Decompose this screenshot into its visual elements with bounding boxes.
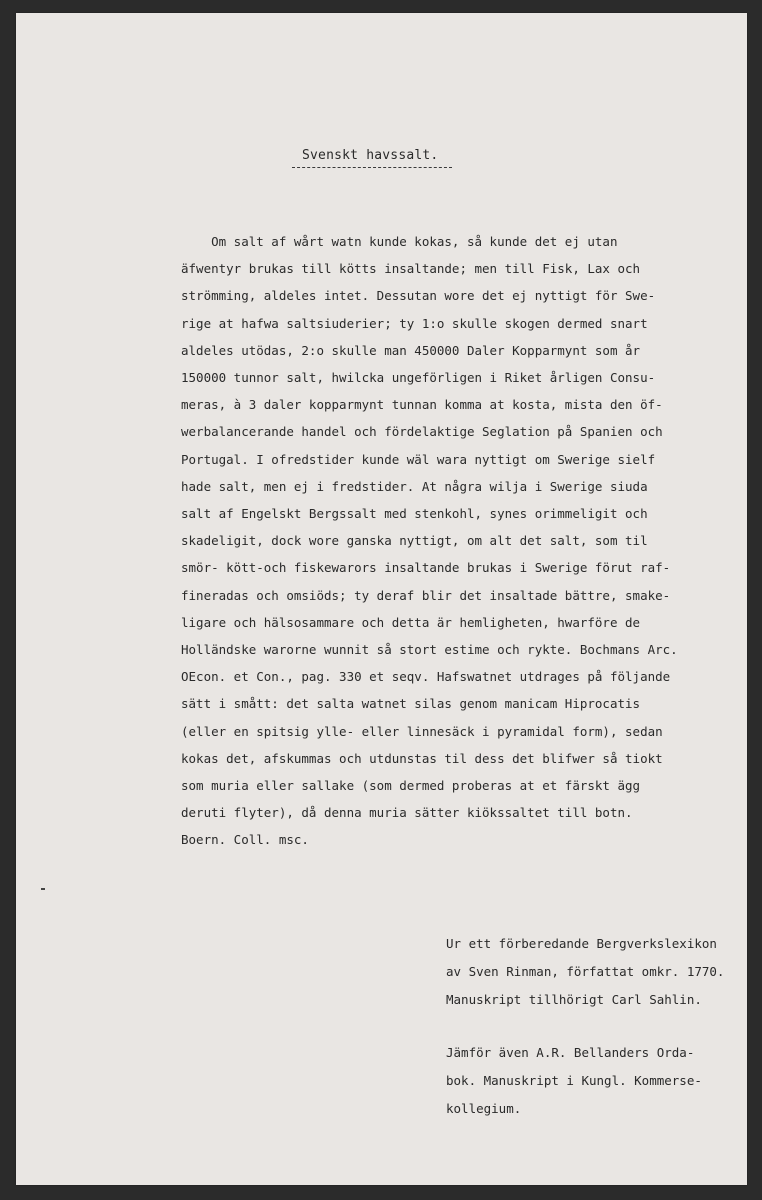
margin-mark bbox=[41, 888, 45, 890]
body-line: aldeles utödas, 2:o skulle man 450000 Daler Kopparmynt som år bbox=[181, 342, 641, 358]
compare-line: kollegium. bbox=[446, 1100, 522, 1116]
body-line: Portugal. I ofredstider kunde wäl wara nyttigt om Swerige sielf bbox=[181, 451, 656, 467]
compare-note bbox=[446, 1039, 746, 1122]
document-page bbox=[16, 13, 747, 1185]
body-line: Holländske warorne wunnit så stort estime och rykte. Bochmans Arc. bbox=[181, 642, 678, 658]
source-line: Ur ett förberedande Bergverkslexikon bbox=[446, 936, 717, 951]
body-line: strömming, aldeles intet. Dessutan wore det ej nyttigt för Swe- bbox=[181, 288, 656, 304]
body-line: meras, à 3 daler kopparmynt tunnan komma at kosta, mista den öf- bbox=[181, 397, 663, 413]
body-line: sätt i smått: det salta watnet silas genom manicam Hiprocatis bbox=[181, 696, 641, 712]
body-line: Om salt af wårt watn kunde kokas, så kunde det ej utan bbox=[181, 234, 618, 249]
body-line: 150000 tunnor salt, hwilcka ungeförligen i Riket årligen Consu- bbox=[181, 370, 656, 386]
body-line: salt af Engelskt Bergssalt med stenkohl, synes orimmeligit och bbox=[181, 506, 648, 522]
body-line: hade salt, men ej i fredstider. At några wilja i Swerige siuda bbox=[181, 478, 648, 494]
document-title: Svenskt havssalt. bbox=[302, 148, 439, 163]
body-line: som muria eller sallake (som dermed proberas at et färskt ägg bbox=[181, 778, 641, 794]
compare-line: Jämför även A.R. Bellanders Orda- bbox=[446, 1045, 695, 1060]
body-text bbox=[181, 228, 726, 854]
source-line: av Sven Rinman, författat omkr. 1770. bbox=[446, 963, 725, 979]
source-note bbox=[446, 930, 746, 1013]
body-line: skadeligit, dock wore ganska nyttigt, om alt det salt, som til bbox=[181, 533, 648, 549]
body-line: (eller en spitsig ylle- eller linnesäck i pyramidal form), sedan bbox=[181, 723, 663, 739]
body-line: fineradas och omsiöds; ty deraf blir det insaltade bättre, smake- bbox=[181, 587, 671, 603]
body-line: smör- kött-och fiskewarors insaltande brukas i Swerige förut raf- bbox=[181, 560, 671, 576]
compare-line: bok. Manuskript i Kungl. Kommerse- bbox=[446, 1072, 702, 1088]
body-line: rige at hafwa saltsiuderier; ty 1:o skulle skogen dermed snart bbox=[181, 315, 648, 331]
body-line: ligare och hälsosammare och detta är hemligheten, hwarföre de bbox=[181, 614, 641, 630]
body-line: Boern. Coll. msc. bbox=[181, 832, 309, 848]
body-line: OEcon. et Con., pag. 330 et seqv. Hafswatnet utdrages på följande bbox=[181, 669, 671, 685]
body-line: äfwentyr brukas till kötts insaltande; men till Fisk, Lax och bbox=[181, 261, 641, 277]
source-line: Manuskript tillhörigt Carl Sahlin. bbox=[446, 991, 702, 1007]
body-line: werbalancerande handel och fördelaktige Seglation på Spanien och bbox=[181, 424, 663, 440]
body-line: kokas det, afskummas och utdunstas til dess det blifwer så tiokt bbox=[181, 750, 663, 766]
body-line: deruti flyter), då denna muria sätter kiökssaltet till botn. bbox=[181, 805, 633, 821]
title-underline bbox=[292, 167, 452, 168]
